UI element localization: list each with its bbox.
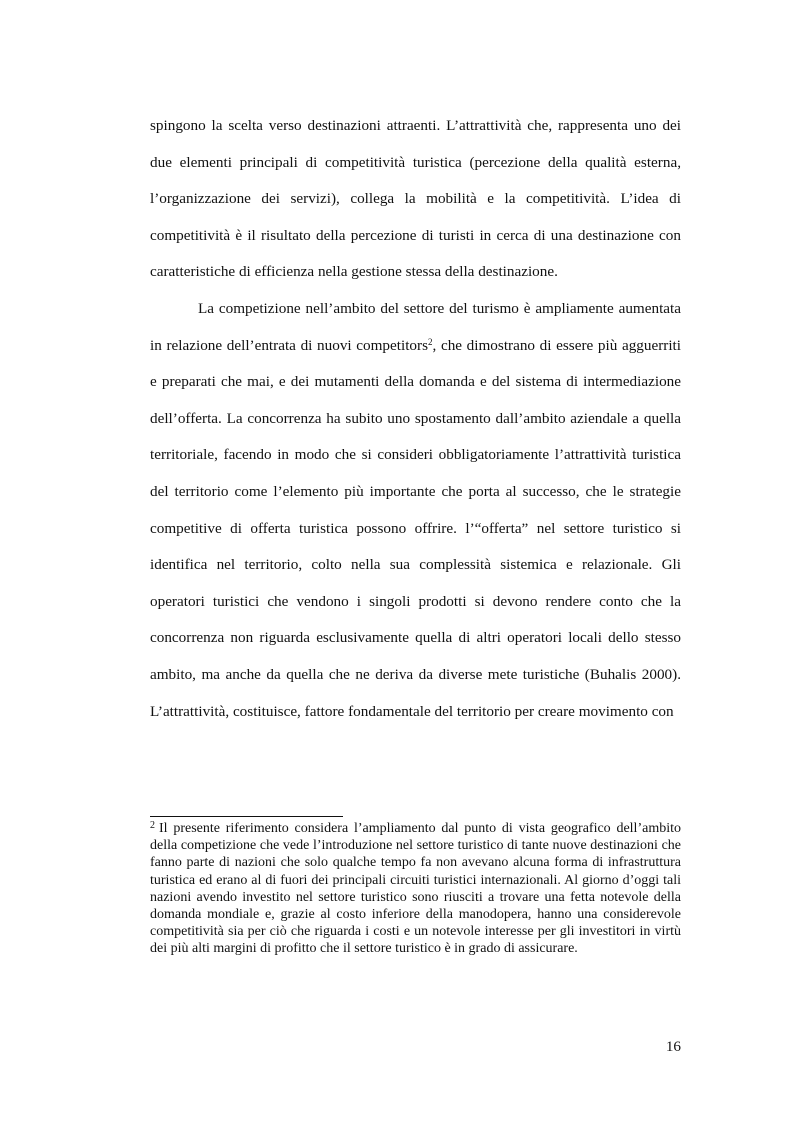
footnote-separator [150, 816, 343, 817]
footnote-number: 2 [150, 820, 155, 831]
paragraph-1: spingono la scelta verso destinazioni attraenti. L’attrattività che, rappresenta uno dei due elementi principali di competitività turistica (percezione della qualità esterna, l’organizzazione dei servizi), collega la mobilità e la competitività. L’idea di competitività è il risultato della percezione di turisti in cerca di una destinazione con caratteristiche di efficienza nella gestione stessa della destinazione. [150, 117, 681, 281]
page-number: 16 [665, 1038, 681, 1055]
paragraph-2-text-end: , che dimostrano di essere più agguerriti e preparati che mai, e dei mutamenti della domanda e del sistema di intermediazione dell’offerta. La concorrenza ha subito uno spostamento dall’ambito aziendale a quella territoriale, facendo in modo che si consideri obbligatoriamente l’attrattività turistica del territorio come l’elemento più importante che porta al successo, che le strategie competitive di offerta turistica possono offrire. l’“offerta” nel settore turistico si identifica nel territorio, colto nella sua complessità sistemica e relazionale. Gli operatori turistici che vendono i singoli prodotti si devono rendere conto che la concorrenza non riguarda esclusivamente quella di altri operatori locali dello stesso ambito, ma anche da quella che ne deriva da diverse mete turistiche (Buhalis 2000). L’attrattività, costituisce, fattore fondamentale del territorio per creare movimento con [150, 336, 681, 720]
footnote [150, 820, 681, 958]
paragraph-2 [150, 291, 681, 730]
paragraph-2-text-start: La competizione nell’ambito del settore del turismo è ampliamente aumentata in relazione dell’entrata di nuovi competitors [150, 299, 681, 354]
page-body [150, 108, 681, 730]
footnote-text: Il presente riferimento considera l’ampliamento dal punto di vista geografico dell’ambito della competizione che vede l’introduzione nel settore turistico di tante nuove destinazioni che fanno parte di nazioni che solo qualche tempo fa non avevano alcuna forma di infrastruttura turistica ed erano al di fuori dei principali circuiti turistici internazionali. Al giorno d’oggi tali nazioni avendo investito nel settore turistico sono riusciti a trovare una fetta notevole della domanda mondiale e, grazie al costo inferiore della manodopera, hanno una considerevole competitività sia per ciò che riguarda i costi e un notevole interesse per gli investitori in virtù dei più alti margini di profitto che il settore turistico è in grado di assicurare. [150, 821, 681, 957]
footnote-reference[interactable]: 2 [428, 336, 433, 347]
